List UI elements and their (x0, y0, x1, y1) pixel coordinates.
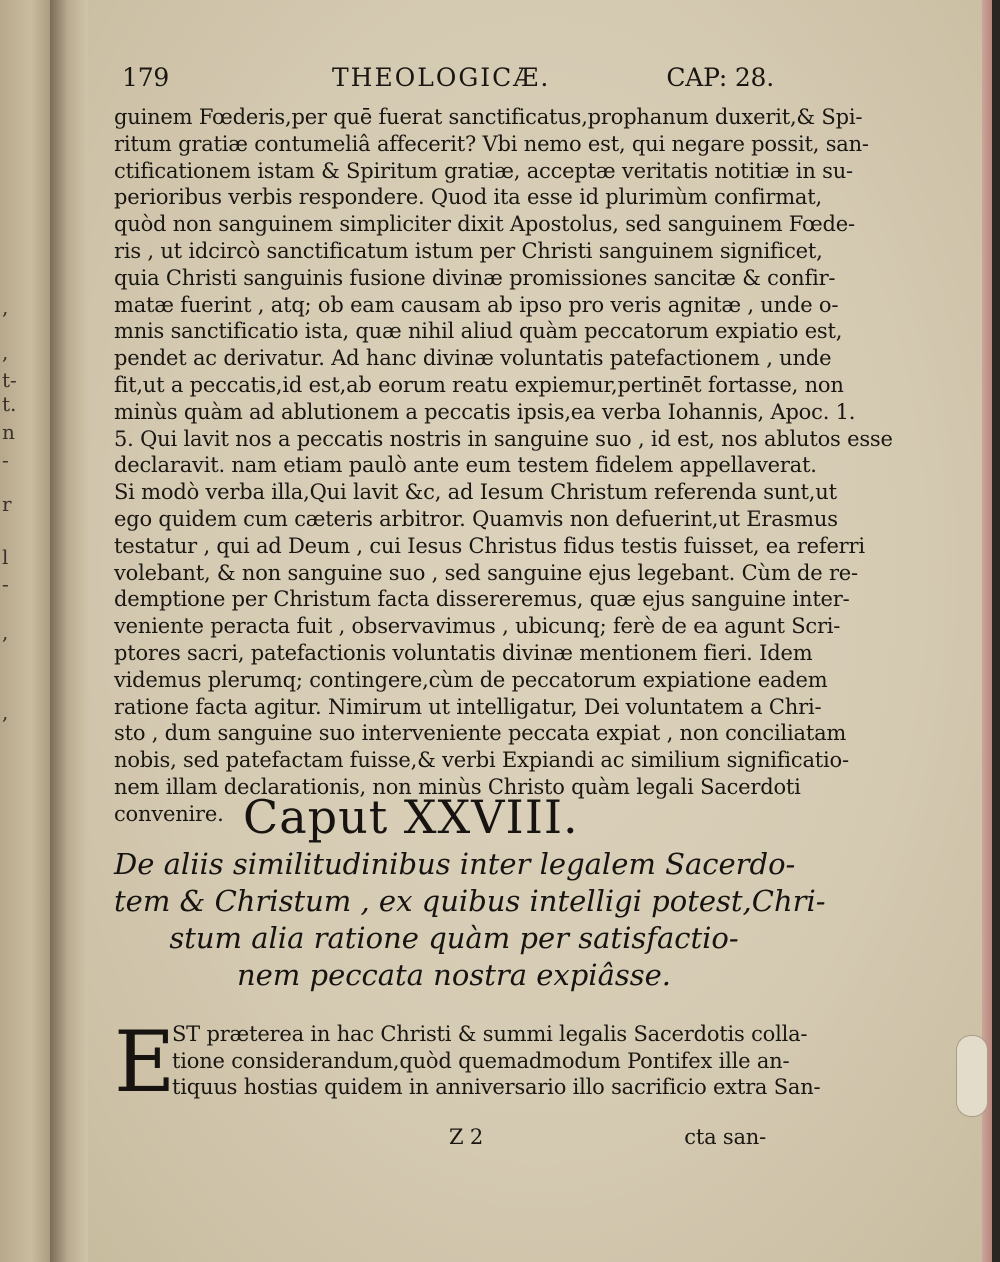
text-line: quia Christi sanguinis fusione divinæ promissiones sancitæ & confir- (114, 265, 836, 290)
text-line: minùs quàm ad ablutionem a peccatis ipsis,ea verba Iohannis, Apoc. 1. (114, 399, 856, 424)
text-line: Si modò verba illa,Qui lavit &c, ad Iesum Christum referenda sunt,ut (114, 480, 837, 505)
chapter-subtitle (114, 846, 826, 994)
text-line: perioribus verbis respondere. Quod ita esse id plurimùm confirmat, (114, 185, 822, 210)
text-line: ratione facta agitur. Nimirum ut intelligatur, Dei voluntatem a Chri- (114, 694, 822, 719)
text-line: sto , dum sanguine suo interveniente peccata expiat , non conciliatam (114, 721, 847, 746)
left-page-fragment: l (2, 545, 9, 569)
left-page-fragment: , (2, 295, 9, 319)
page-footer (114, 1125, 766, 1153)
text-line: testatur , qui ad Deum , cui Iesus Christus fidus testis fuisset, ea referri (114, 533, 865, 558)
subtitle-line: nem peccata nostra expiâsse. (236, 958, 672, 992)
running-header (122, 63, 774, 97)
drop-cap: E (114, 1013, 176, 1111)
page-number: 179 (122, 63, 170, 92)
text-line: nem illam declarationis, non minùs Christo quàm legali Sacerdoti (114, 774, 801, 799)
text-line: nobis, sed patefactam fuisse,& verbi Expiandi ac similium significatio- (114, 748, 849, 773)
text-line: fit,ut a peccatis,id est,ab eorum reatu expiemur,pertinēt fortasse, non (114, 372, 844, 397)
left-page-fragment: , (2, 700, 9, 724)
page-clasp (956, 1035, 988, 1117)
running-title: THEOLOGICÆ. (332, 63, 551, 92)
left-page-fragment: , (2, 620, 9, 644)
chapter-title: Caput XXVIII. (243, 790, 579, 844)
text-line: tione considerandum,quòd quemadmodum Pontifex ille an- (172, 1048, 790, 1073)
text-line: declaravit. nam etiam paulò ante eum testem fidelem appellaverat. (114, 453, 817, 478)
text-line: ris , ut idcircò sanctificatum istum per Christi sanguinem significet, (114, 238, 823, 263)
left-page-fragment: , (2, 340, 9, 364)
text-line: ego quidem cum cæteris arbitror. Quamvis non defuerint,ut Erasmus (114, 506, 838, 531)
signature-mark: Z 2 (449, 1125, 484, 1149)
left-page-fragment: - (2, 448, 9, 472)
catchword: cta san- (684, 1125, 766, 1149)
book-gutter (50, 0, 90, 1262)
text-line: veniente peracta fuit , observavimus , ubicunq; ferè de ea agunt Scri- (114, 614, 841, 639)
chapter-paragraph (172, 1021, 821, 1101)
text-line: quòd non sanguinem simpliciter dixit Apostolus, sed sanguinem Fœde- (114, 212, 855, 237)
chapter-reference: CAP: 28. (666, 63, 774, 92)
text-line: pendet ac derivatur. Ad hanc divinæ voluntatis patefactionem , unde (114, 346, 832, 371)
text-line: ptores sacri, patefactionis voluntatis divinæ mentionem fieri. Idem (114, 640, 813, 665)
body-text (114, 104, 893, 828)
left-page-fragment: n (2, 420, 15, 444)
text-line: volebant, & non sanguine suo , sed sanguine ejus legebant. Cùm de re- (114, 560, 858, 585)
left-page-fragment: r (2, 492, 12, 516)
left-page-fragment: t- (2, 368, 17, 392)
text-line: ctificationem istam & Spiritum gratiæ, acceptæ veritatis notitiæ in su- (114, 158, 853, 183)
subtitle-line: stum alia ratione quàm per satisfactio- (169, 921, 739, 955)
left-page-edge (0, 0, 52, 1262)
text-line: guinem Fœderis,per quē fuerat sanctificatus,prophanum duxerit,& Spi- (114, 105, 863, 129)
text-line: tiquus hostias quidem in anniversario illo sacrificio extra San- (172, 1075, 821, 1099)
text-line: ST præterea in hac Christi & summi legalis Sacerdotis colla- (172, 1022, 808, 1046)
text-line: videmus plerumq; contingere,cùm de peccatorum expiatione eadem (114, 667, 828, 692)
subtitle-line: tem & Christum , ex quibus intelligi potest,Chri- (114, 884, 826, 918)
left-page-fragment: - (2, 572, 9, 596)
text-line: ritum gratiæ contumeliâ affecerit? Vbi nemo est, qui negare possit, san- (114, 131, 869, 156)
text-line: 5. Qui lavit nos a peccatis nostris in sanguine suo , id est, nos ablutos esse (114, 426, 893, 451)
subtitle-line: De aliis similitudinibus inter legalem Sacerdo- (114, 847, 796, 881)
left-page-fragment: t. (2, 392, 17, 416)
text-line: mnis sanctificatio ista, quæ nihil aliud quàm peccatorum expiatio est, (114, 319, 843, 344)
text-line: convenire. (114, 801, 224, 826)
text-line: demptione per Christum facta dissereremus, quæ ejus sanguine inter- (114, 587, 850, 612)
text-line: matæ fuerint , atq; ob eam causam ab ipso pro veris agnitæ , unde o- (114, 292, 839, 317)
